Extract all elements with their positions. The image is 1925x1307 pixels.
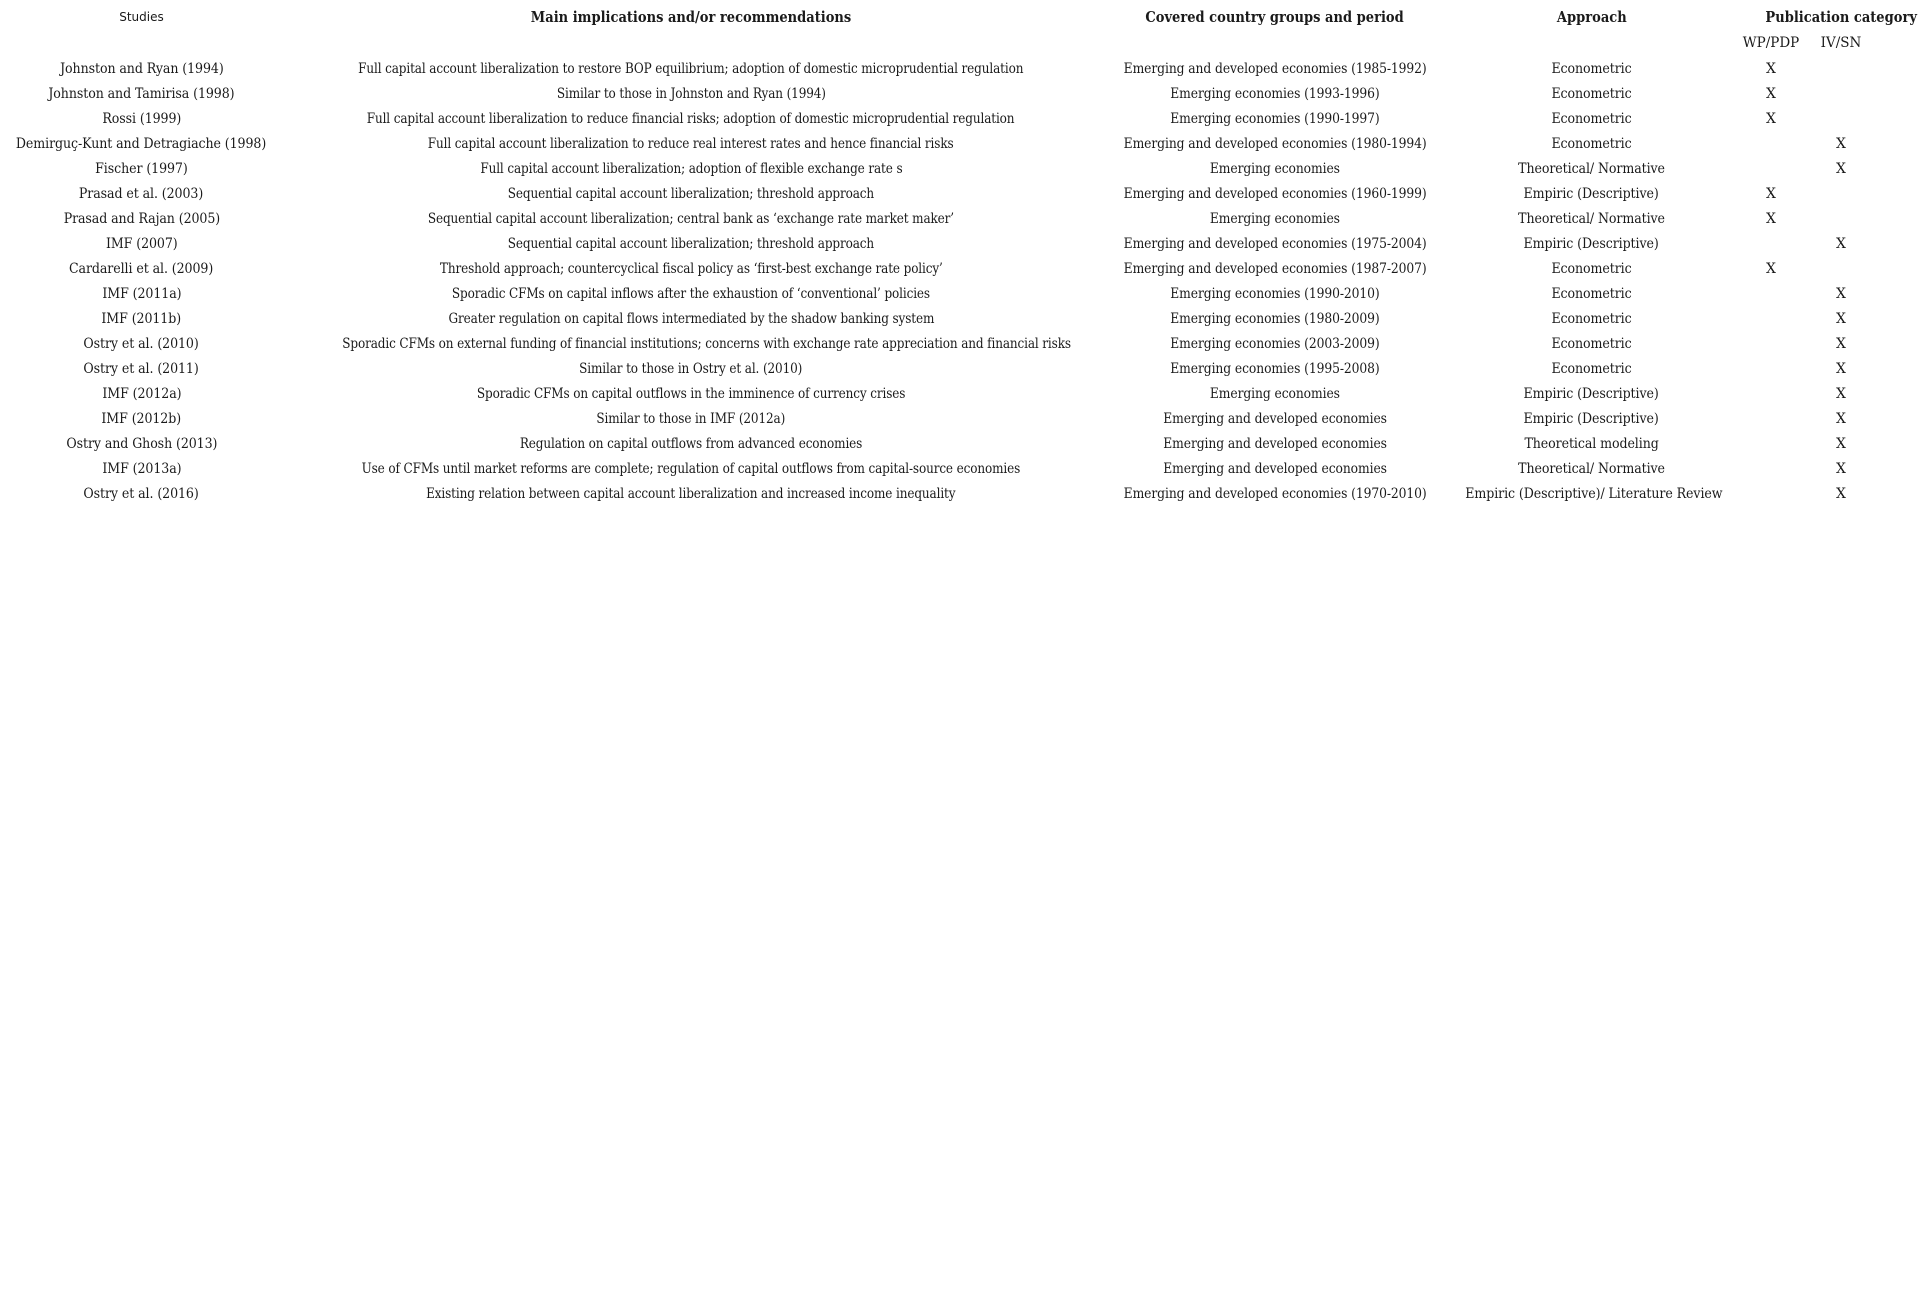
implications-cell: Greater regulation on capital flows intermediated by the shadow banking system [448, 311, 934, 327]
iv-sn-mark: X [1836, 411, 1846, 427]
iv-sn-mark: X [1836, 311, 1846, 327]
coverage-cell: Emerging economies (1990-2010) [1170, 286, 1380, 302]
coverage-cell: Emerging economies (2003-2009) [1170, 336, 1380, 352]
coverage-cell: Emerging and developed economies (1970-2010) [1123, 486, 1427, 502]
iv-sn-mark [1810, 207, 1872, 232]
table-row [0, 307, 1872, 332]
table-row [0, 182, 1872, 207]
study-cell: Cardarelli et al. (2009) [69, 261, 214, 277]
implications-cell: Regulation on capital outflows from advanced economies [519, 436, 863, 452]
wp-pdp-mark [1732, 132, 1810, 157]
approach-cell: Econometric [1551, 61, 1632, 77]
wp-pdp-mark: X [1766, 61, 1776, 77]
iv-sn-mark: X [1836, 236, 1846, 252]
approach-cell: Econometric [1551, 311, 1632, 327]
table-row [0, 332, 1872, 357]
study-cell: Prasad and Rajan (2005) [63, 211, 220, 227]
implications-cell: Full capital account liberalization to reduce real interest rates and hence financial risks [428, 136, 954, 152]
iv-sn-mark: X [1836, 436, 1846, 452]
study-cell: Ostry et al. (2010) [83, 336, 200, 352]
study-cell: IMF (2007) [105, 236, 178, 252]
study-cell: Ostry et al. (2011) [83, 361, 200, 377]
approach-cell: Theoretical/ Normative [1518, 461, 1665, 477]
study-cell: IMF (2011a) [101, 286, 182, 302]
iv-sn-mark: X [1836, 336, 1846, 352]
implications-cell: Similar to those in Johnston and Ryan (1994) [556, 86, 826, 102]
study-cell: Ostry et al. (2016) [83, 486, 200, 502]
coverage-cell: Emerging and developed economies (1975-2004) [1123, 236, 1427, 252]
implications-cell: Sequential capital account liberalization; central bank as ‘exchange rate market maker’ [427, 211, 955, 227]
approach-cell: Econometric [1551, 261, 1632, 277]
coverage-cell: Emerging and developed economies [1163, 436, 1387, 452]
study-cell: Ostry and Ghosh (2013) [66, 436, 217, 452]
implications-cell: Sporadic CFMs on capital outflows in the imminence of currency crises [476, 386, 906, 402]
coverage-cell: Emerging economies [1209, 161, 1341, 177]
studies-column-header: Studies [119, 10, 164, 24]
approach-cell: Empiric (Descriptive) [1523, 386, 1660, 402]
study-cell: Rossi (1999) [102, 111, 181, 127]
study-cell: IMF (2011b) [101, 311, 182, 327]
empty-subheader [1451, 28, 1732, 57]
wp-pdp-mark [1732, 282, 1810, 307]
approach-cell: Econometric [1551, 111, 1632, 127]
table-row [0, 157, 1872, 182]
approach-cell: Econometric [1551, 336, 1632, 352]
wp-pdp-mark [1732, 307, 1810, 332]
table-row [0, 207, 1872, 232]
iv-sn-subheader: IV/SN [1820, 34, 1862, 51]
implications-cell: Existing relation between capital account liberalization and increased income inequality [426, 486, 956, 502]
iv-sn-mark [1810, 82, 1872, 107]
empty-subheader [0, 28, 283, 57]
approach-column-header: Approach [1556, 8, 1627, 26]
implications-cell: Sporadic CFMs on capital inflows after the exhaustion of ‘conventional’ policies [451, 286, 931, 302]
study-cell: Prasad et al. (2003) [79, 186, 204, 202]
implications-cell: Threshold approach; countercyclical fiscal policy as ‘first-best exchange rate policy’ [439, 261, 943, 277]
implications-cell: Full capital account liberalization; adoption of flexible exchange rate s [479, 161, 903, 177]
table-row [0, 457, 1872, 482]
table-body [0, 57, 1872, 507]
coverage-cell: Emerging economies (1993-1996) [1170, 86, 1380, 102]
table-row [0, 82, 1872, 107]
approach-cell: Empiric (Descriptive) [1523, 411, 1660, 427]
study-cell: IMF (2013a) [101, 461, 182, 477]
iv-sn-mark: X [1836, 361, 1846, 377]
iv-sn-mark [1810, 182, 1872, 207]
table-row [0, 257, 1872, 282]
coverage-cell: Emerging economies (1990-1997) [1170, 111, 1380, 127]
approach-cell: Empiric (Descriptive) [1523, 236, 1660, 252]
iv-sn-mark [1810, 57, 1872, 82]
approach-cell: Econometric [1551, 136, 1632, 152]
wp-pdp-mark [1732, 482, 1810, 507]
studies-table [0, 6, 1917, 507]
wp-pdp-mark: X [1766, 86, 1776, 102]
study-cell: IMF (2012b) [101, 411, 182, 427]
study-cell: IMF (2012a) [101, 386, 182, 402]
table-row [0, 282, 1872, 307]
coverage-cell: Emerging and developed economies (1980-1994) [1123, 136, 1427, 152]
wp-pdp-mark [1732, 407, 1810, 432]
study-cell: Demirguç-Kunt and Detragiache (1998) [16, 136, 267, 152]
wp-pdp-mark: X [1766, 111, 1776, 127]
implications-cell: Similar to those in Ostry et al. (2010) [579, 361, 803, 377]
approach-cell: Econometric [1551, 361, 1632, 377]
wp-pdp-mark [1732, 457, 1810, 482]
empty-subheader [1099, 28, 1451, 57]
table-row [0, 382, 1872, 407]
study-cell: Johnston and Tamirisa (1998) [48, 86, 235, 102]
implications-cell: Similar to those in IMF (2012a) [596, 411, 786, 427]
wp-pdp-mark [1732, 332, 1810, 357]
coverage-cell: Emerging and developed economies (1987-2007) [1123, 261, 1427, 277]
approach-cell: Econometric [1551, 86, 1632, 102]
wp-pdp-mark [1732, 232, 1810, 257]
coverage-cell: Emerging and developed economies (1960-1999) [1123, 186, 1427, 202]
wp-pdp-mark [1732, 357, 1810, 382]
iv-sn-mark: X [1836, 161, 1846, 177]
study-cell: Johnston and Ryan (1994) [59, 61, 224, 77]
coverage-cell: Emerging and developed economies [1163, 461, 1387, 477]
approach-cell: Empiric (Descriptive)/ Literature Review [1465, 486, 1723, 502]
wp-pdp-subheader: WP/PDP [1742, 34, 1800, 51]
wp-pdp-mark: X [1766, 211, 1776, 227]
approach-cell: Theoretical modeling [1524, 436, 1659, 452]
implications-cell: Sporadic CFMs on external funding of financial institutions; concerns with exchange rate appreciation and financial risks [342, 336, 1071, 352]
approach-cell: Theoretical/ Normative [1518, 211, 1665, 227]
implications-cell: Use of CFMs until market reforms are complete; regulation of capital outflows from capital-source economies [361, 461, 1021, 477]
iv-sn-mark: X [1836, 461, 1846, 477]
table-row [0, 432, 1872, 457]
coverage-cell: Emerging economies (1980-2009) [1170, 311, 1380, 327]
coverage-cell: Emerging economies (1995-2008) [1170, 361, 1380, 377]
empty-subheader [283, 28, 1099, 57]
table-header [0, 6, 1917, 57]
table-row [0, 482, 1872, 507]
wp-pdp-mark [1732, 382, 1810, 407]
approach-cell: Econometric [1551, 286, 1632, 302]
table-row [0, 407, 1872, 432]
implications-cell: Full capital account liberalization to restore BOP equilibrium; adoption of domestic microprudential regulation [358, 61, 1024, 77]
approach-cell: Empiric (Descriptive) [1523, 186, 1660, 202]
iv-sn-mark: X [1836, 486, 1846, 502]
iv-sn-mark: X [1836, 136, 1846, 152]
header-row [0, 6, 1872, 28]
implications-cell: Sequential capital account liberalization; threshold approach [507, 236, 875, 252]
iv-sn-mark [1810, 107, 1872, 132]
wp-pdp-mark: X [1766, 186, 1776, 202]
wp-pdp-mark [1732, 432, 1810, 457]
table-row [0, 132, 1872, 157]
table-row [0, 357, 1872, 382]
coverage-cell: Emerging economies [1209, 386, 1341, 402]
coverage-cell: Emerging and developed economies (1985-1992) [1123, 61, 1427, 77]
iv-sn-mark: X [1836, 286, 1846, 302]
implications-cell: Full capital account liberalization to reduce financial risks; adoption of domestic microprudential regulation [367, 111, 1015, 127]
coverage-cell: Emerging economies [1209, 211, 1341, 227]
publication-category-header: Publication category [1765, 8, 1917, 26]
table-row [0, 107, 1872, 132]
study-cell: Fischer (1997) [95, 161, 188, 177]
implications-column-header: Main implications and/or recommendations [530, 8, 852, 26]
wp-pdp-mark [1732, 157, 1810, 182]
implications-cell: Sequential capital account liberalization; threshold approach [507, 186, 875, 202]
subheader-row [0, 28, 1872, 57]
iv-sn-mark: X [1836, 386, 1846, 402]
coverage-cell: Emerging and developed economies [1163, 411, 1387, 427]
wp-pdp-mark: X [1766, 261, 1776, 277]
coverage-column-header: Covered country groups and period [1145, 8, 1405, 26]
table-row [0, 232, 1872, 257]
approach-cell: Theoretical/ Normative [1518, 161, 1665, 177]
table-row [0, 57, 1872, 82]
iv-sn-mark [1810, 257, 1872, 282]
